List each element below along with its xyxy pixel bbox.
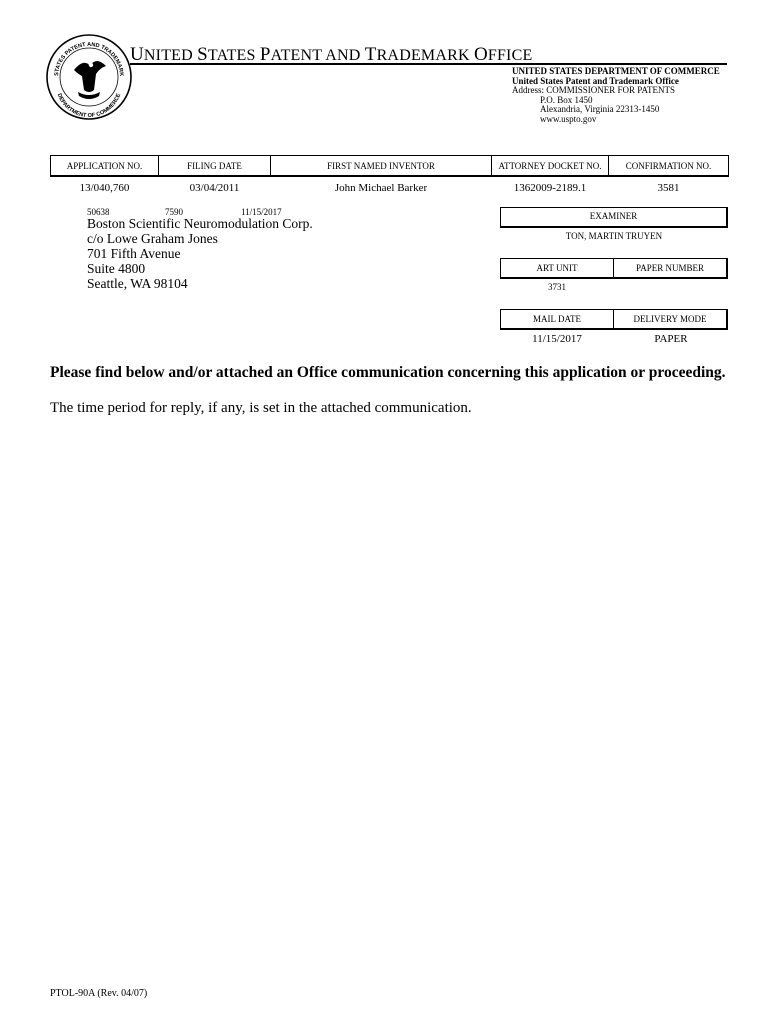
office-title-part: FFICE: [487, 47, 533, 64]
address-line: Seattle, WA 98104: [87, 276, 188, 291]
examiner-label: EXAMINER: [500, 207, 728, 228]
delivery-mode: PAPER: [654, 333, 688, 345]
office-title-part: S: [197, 44, 208, 65]
customer-number: 50638: [87, 207, 110, 217]
address-line-3: Alexandria, Virginia 22313-1450: [540, 104, 660, 114]
address-commissioner: COMMISSIONER FOR PATENTS: [546, 85, 675, 95]
art-unit-label: ART UNIT: [536, 263, 578, 273]
paper-number-label: PAPER NUMBER: [613, 259, 726, 277]
header-filing-date: FILING DATE: [159, 156, 271, 177]
address-line-2: P.O. Box 1450: [540, 94, 593, 105]
office-title-part: P: [259, 44, 271, 65]
correspondence-code: 7590: [165, 207, 183, 217]
seal-top-text: STATES PATENT AND TRADEMARK: [53, 41, 125, 77]
office-title-part: O: [473, 44, 488, 65]
form-identifier: PTOL-90A (Rev. 04/07): [50, 988, 148, 999]
dept-line-1: UNITED STATES DEPARTMENT OF COMMERCE: [512, 66, 720, 76]
filing-date: 03/04/2011: [189, 182, 240, 194]
department-address-block: [512, 67, 720, 124]
office-title-part: T: [364, 44, 377, 65]
application-header-row: [51, 156, 729, 177]
office-title-part: NITED: [143, 47, 198, 64]
seal-bottom-text: DEPARTMENT OF COMMERCE: [55, 92, 123, 120]
art-unit-header-box: [500, 258, 728, 279]
art-unit: 3731: [548, 282, 566, 292]
mail-date-label: MAIL DATE: [533, 314, 581, 324]
office-title-part: RADEMARK: [376, 47, 474, 64]
office-title-part: TATES: [207, 47, 260, 64]
delivery-mode-label: DELIVERY MODE: [613, 310, 726, 328]
attorney-docket-no: 1362009-2189.1: [513, 182, 587, 194]
title-rule: [130, 63, 727, 65]
correspondence-address: [87, 216, 313, 291]
address-line: 701 Fifth Avenue: [87, 246, 181, 261]
reply-period-statement: The time period for reply, if any, is set in the attached communication.: [50, 400, 472, 416]
header-confirmation-no: CONFIRMATION NO.: [609, 156, 729, 177]
address-line: Boston Scientific Neuromodulation Corp.: [87, 216, 313, 231]
confirmation-no: 3581: [657, 182, 680, 194]
application-no: 13/040,760: [79, 182, 130, 194]
address-label: Address:: [512, 85, 544, 95]
dept-line-2: United States Patent and Trademark Office: [512, 75, 679, 86]
application-value-row: [51, 176, 729, 199]
header-attorney-docket-no: ATTORNEY DOCKET NO.: [492, 156, 609, 177]
website-link[interactable]: www.uspto.gov: [540, 113, 597, 124]
header-application-no: APPLICATION NO.: [51, 156, 159, 177]
first-named-inventor: John Michael Barker: [334, 182, 428, 194]
address-line: Suite 4800: [87, 261, 146, 276]
mail-date: 11/15/2017: [532, 333, 582, 345]
uspto-seal-icon: [44, 32, 134, 122]
office-communication-notice: Please find below and/or attached an Office communication concerning this application or proceeding.: [50, 364, 726, 381]
examiner-name: TON, MARTIN TRUYEN: [565, 231, 663, 241]
application-info-table: [50, 155, 729, 199]
office-title-part: ATENT AND: [270, 47, 365, 64]
correspondence-date: 11/15/2017: [241, 207, 282, 217]
header-first-named-inventor: FIRST NAMED INVENTOR: [271, 156, 492, 177]
address-line: c/o Lowe Graham Jones: [87, 231, 218, 246]
office-title-part: U: [130, 44, 144, 65]
mail-date-header-box: [500, 309, 728, 330]
